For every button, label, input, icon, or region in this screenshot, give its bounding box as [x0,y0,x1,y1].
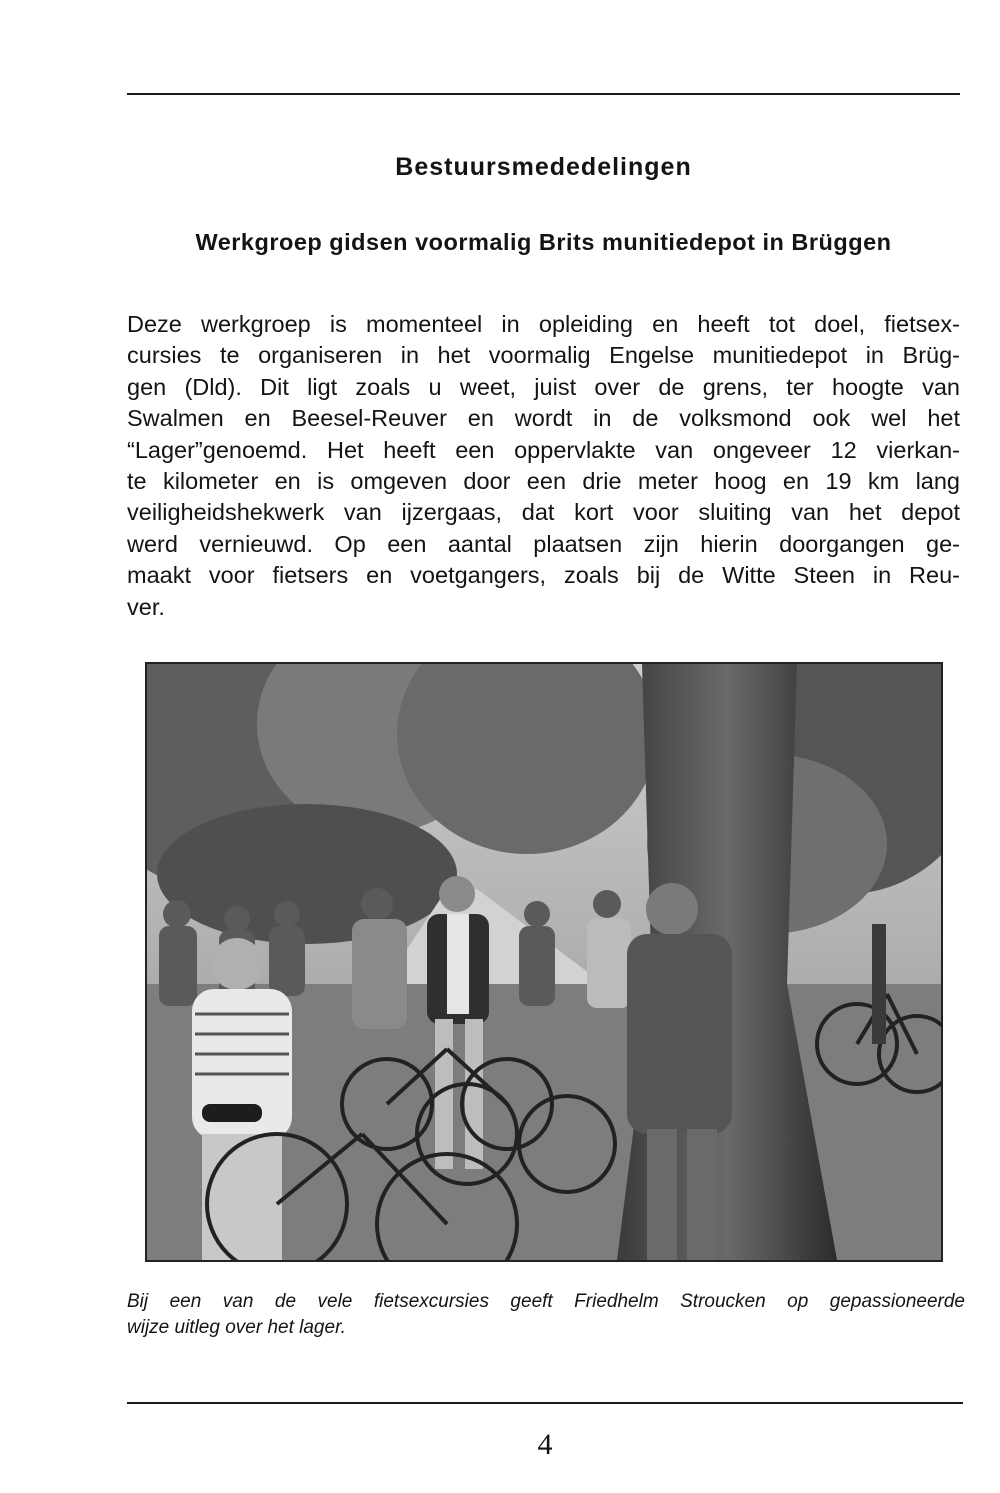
article-body [127,309,960,623]
body-line: veiligheidshekwerk van ijzergaas, dat kort voor sluiting van het depot [127,499,960,526]
body-line: Swalmen en Beesel-Reuver en wordt in de volksmond ook wel het [127,405,960,432]
photo-illustration [147,664,941,1260]
body-line: Deze werkgroep is momenteel in opleiding en heeft tot doel, fietsex- [127,311,960,337]
body-line: “Lager”genoemd. Het heeft een oppervlakte van ongeveer 12 vierkan- [127,436,960,463]
body-line: cursies te organiseren in het voormalig Engelse munitiedepot in Brüg- [127,342,960,369]
top-rule [127,93,960,95]
section-title: Werkgroep gidsen voormalig Brits munitiedepot in Brüggen [195,229,892,255]
body-line: werd vernieuwd. Op een aantal plaatsen zijn hierin doorgangen ge- [127,530,960,557]
page-heading: Bestuursmededelingen [395,153,692,181]
body-line: te kilometer en is omgeven door een drie meter hoog en 19 km lang [127,468,960,495]
group-photo [145,662,943,1262]
body-line: maakt voor fietsers en voetgangers, zoals bij de Witte Steen in Reu- [127,562,960,589]
photo-caption [127,1289,965,1341]
caption-line: Bij een van de vele fietsexcursies geeft Friedhelm Stroucken op gepassioneerde [127,1291,965,1312]
body-line: ver. [127,593,165,620]
bottom-rule [127,1402,963,1404]
caption-line: wijze uitleg over het lager. [127,1317,346,1338]
page-number: 4 [537,1428,553,1461]
body-line: gen (Dld). Dit ligt zoals u weet, juist over de grens, ter hoogte van [127,373,960,400]
